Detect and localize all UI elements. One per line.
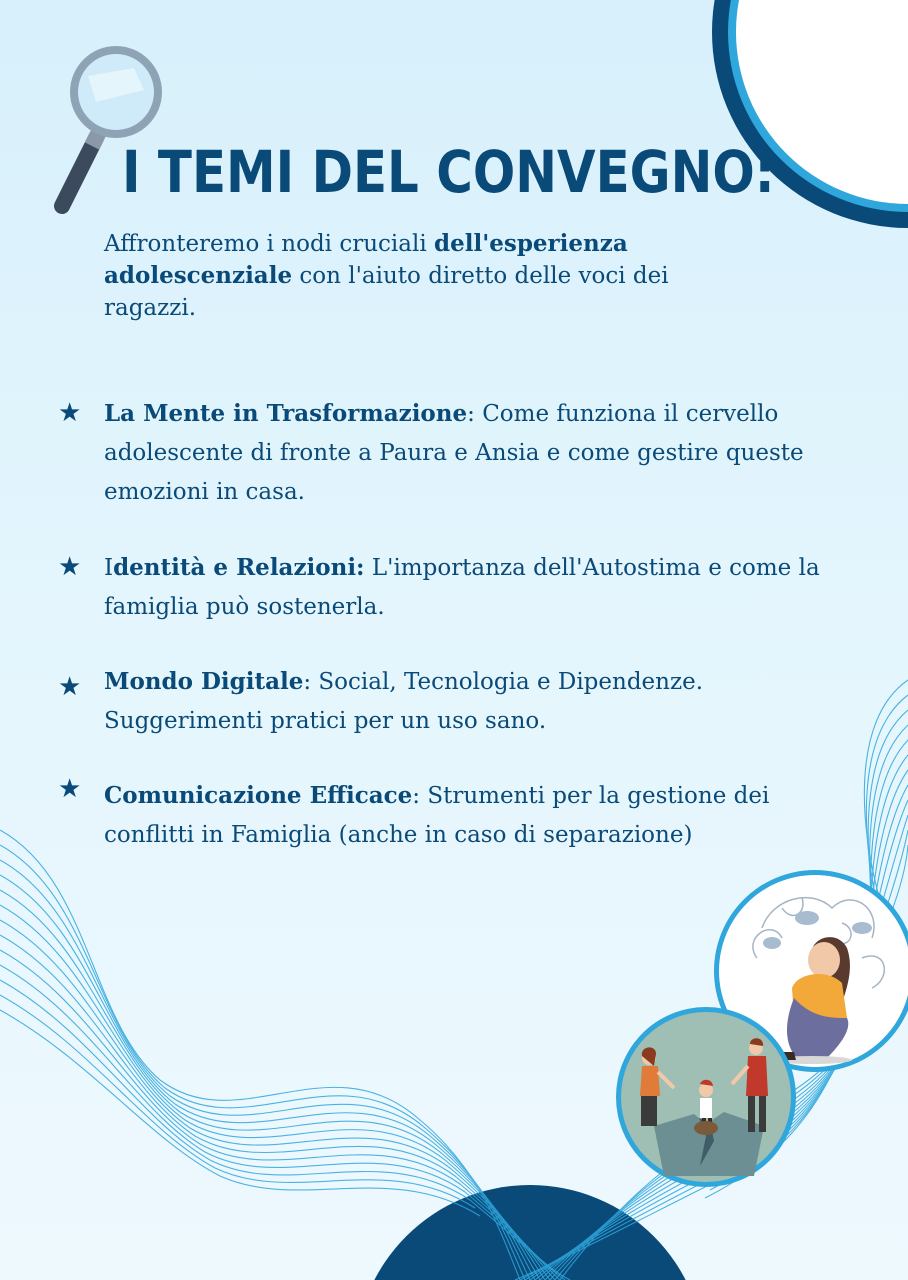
family-conflict-illustration <box>614 1006 798 1188</box>
topic-text: L'importanza dell'Autostima e come la famiglia può sostenerla. <box>104 555 820 620</box>
topic-text: : Strumenti per la gestione dei conflitti in Famiglia (anche in caso di separazione) <box>104 783 770 848</box>
intro-text-before: Affronteremo i nodi cruciali <box>104 231 435 257</box>
star-icon: ★ <box>58 552 82 582</box>
intro-bold: dell'esperienza adolescenziale <box>104 230 628 289</box>
topic-title: dentità e Relazioni: <box>113 554 365 581</box>
intro-paragraph <box>104 228 744 324</box>
topic-title: Mondo Digitale <box>104 668 304 695</box>
topic-item <box>58 662 858 741</box>
topic-item <box>58 776 858 855</box>
topic-item <box>58 548 858 627</box>
star-icon: ★ <box>58 774 82 804</box>
topic-text: : Social, Tecnologia e Dipendenze. Suggerimenti pratici per un uso sano. <box>104 669 704 734</box>
topic-title-prefix: I <box>104 555 114 581</box>
wave-lines-left <box>0 830 570 1280</box>
topic-item <box>58 394 858 512</box>
star-icon: ★ <box>58 398 82 428</box>
topic-title: Comunicazione Efficace <box>104 782 413 809</box>
intro-text-after: con l'aiuto diretto delle voci dei ragazzi. <box>104 263 669 321</box>
page-title: I TEMI DEL CONVEGNO: <box>122 138 775 206</box>
star-icon: ★ <box>58 672 82 702</box>
topic-text: : Come funziona il cervello adolescente di fronte a Paura e Ansia e come gestire queste emozioni in casa. <box>104 401 804 505</box>
topic-title: La Mente in Trasformazione <box>104 400 468 427</box>
